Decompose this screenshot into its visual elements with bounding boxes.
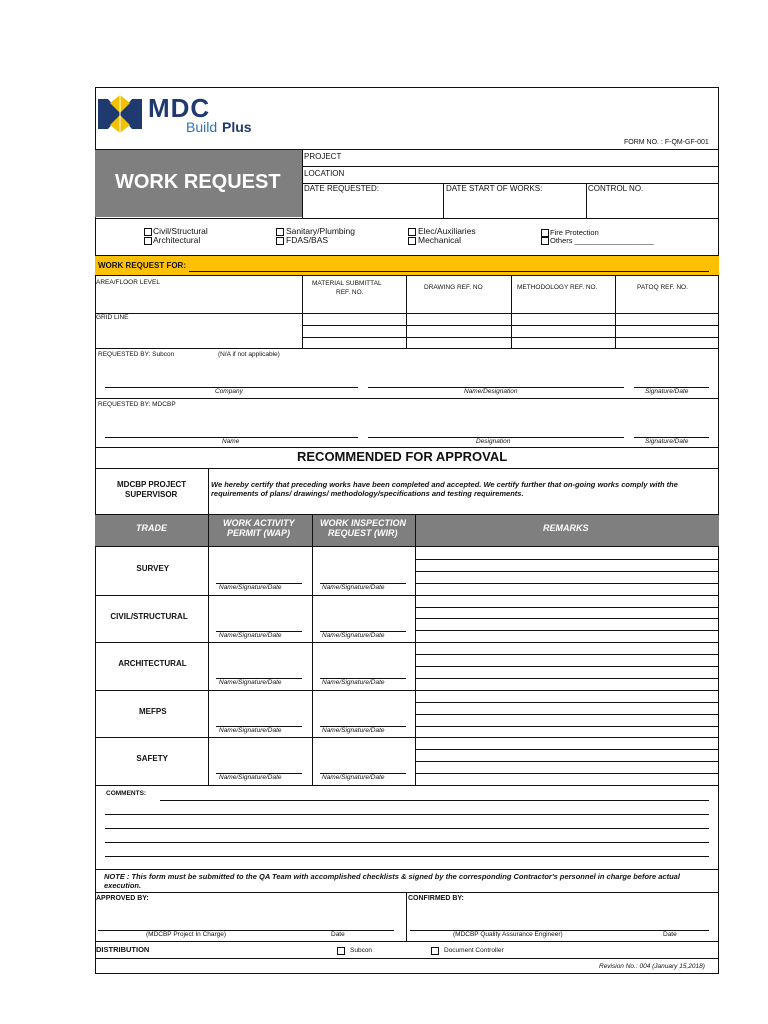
trade-header: TRADE: [136, 523, 167, 533]
dist-doc-controller-label: Document Controller: [444, 947, 504, 954]
row-border: [95, 737, 719, 738]
checkbox-sanitary[interactable]: [276, 228, 284, 236]
wir-signature-caption: Name/Signature/Date: [322, 774, 385, 782]
checkbox-elec[interactable]: [408, 228, 416, 236]
check-sanitary-label: Sanitary/Plumbing: [286, 226, 355, 236]
distribution-label: DISTRIBUTION: [96, 945, 150, 954]
location-label: LOCATION: [304, 169, 345, 178]
remarks-line[interactable]: [415, 749, 719, 750]
wir-signature-caption: Name/Signature/Date: [322, 679, 385, 687]
form-number: FORM NO. : F-QM-GF-001: [624, 139, 709, 146]
area-floor-label: AREA/FLOOR LEVEL: [96, 279, 160, 286]
ref-col-material-1: MATERIAL SUBMITTAL: [312, 280, 382, 287]
remarks-line[interactable]: [415, 618, 719, 619]
trade-name: CIVIL/STRUCTURAL: [110, 611, 188, 621]
work-request-for-bar: [95, 255, 719, 276]
ref-col-material-2: REF. NO.: [336, 289, 364, 296]
row-border: [95, 595, 719, 596]
project-label: PROJECT: [304, 152, 342, 161]
mdcbp-signature-caption: Signature/Date: [645, 438, 689, 445]
mdcbp-designation-caption: Designation: [476, 438, 511, 445]
certify-text-2: requirements of plans/ drawings/ methodology/specifications and testing requirements.: [211, 489, 524, 498]
dist-subcon-label: Subcon: [350, 947, 373, 954]
requested-subcon-note: (N/A if not applicable): [218, 351, 280, 358]
trade-table-header: [95, 514, 719, 547]
work-request-for-label: WORK REQUEST FOR:: [98, 261, 186, 270]
wap-signature-caption: Name/Signature/Date: [219, 726, 282, 734]
approved-role: (MDCBP Project In Charge): [146, 931, 227, 938]
remarks-line[interactable]: [415, 630, 719, 631]
checkbox-others[interactable]: [541, 237, 549, 245]
remarks-line[interactable]: [415, 773, 719, 774]
date-start-label: DATE START OF WORKS:: [446, 184, 543, 193]
wap-header-1: WORK ACTIVITY: [223, 518, 295, 528]
remarks-line[interactable]: [415, 571, 719, 572]
note-text-1: NOTE : This form must be submitted to the QA Team with accomplished checklists & signed by the corresponding Contractor's personnel in charge before actual: [104, 872, 680, 881]
wir-header-2: REQUEST (WIR): [328, 528, 398, 538]
checkbox-architectural[interactable]: [144, 237, 152, 245]
check-architectural-label: Architectural: [153, 235, 201, 245]
wir-signature-caption: Name/Signature/Date: [322, 631, 385, 639]
wir-signature-caption: Name/Signature/Date: [322, 726, 385, 734]
subcon-name-caption: Name/Designation: [464, 388, 518, 395]
checkbox-fdas[interactable]: [276, 237, 284, 245]
checkbox-mechanical[interactable]: [408, 237, 416, 245]
grid-line-label: GRID LINE: [96, 314, 129, 321]
remarks-line[interactable]: [415, 607, 719, 608]
subcon-company-caption: Company: [215, 388, 243, 395]
supervisor-label-1: MDCBP PROJECT: [117, 480, 187, 489]
note-text-2: execution.: [104, 881, 142, 890]
logo-brand: MDC: [148, 93, 211, 123]
ref-col-patoq: PATOQ REF. NO.: [637, 284, 688, 291]
mdcbp-name-caption: Name: [222, 438, 240, 445]
row-border: [95, 642, 719, 643]
control-no-label: CONTROL NO.: [588, 184, 644, 193]
remarks-line[interactable]: [415, 761, 719, 762]
check-elec-label: Elec/Auxiliaries: [418, 226, 476, 236]
logo-sub-plus: Plus: [222, 119, 252, 135]
check-mechanical-label: Mechanical: [418, 235, 461, 245]
supervisor-label-2: SUPERVISOR: [125, 490, 178, 499]
confirmed-role: (MDCBP Quality Assurance Engineer): [453, 931, 563, 938]
check-civil-label: Civil/Structural: [153, 226, 208, 236]
ref-col-methodology: METHODOLOGY REF. NO.: [517, 284, 598, 291]
remarks-line[interactable]: [415, 666, 719, 667]
check-fire-label: Fire Protection: [550, 228, 599, 237]
remarks-line[interactable]: [415, 583, 719, 584]
date-requested-label: DATE REQUESTED:: [304, 184, 379, 193]
requested-subcon-label: REQUESTED BY: Subcon: [98, 351, 175, 358]
row-border: [95, 690, 719, 691]
wap-signature-caption: Name/Signature/Date: [219, 774, 282, 782]
requested-mdcbp-label: REQUESTED BY: MDCBP: [98, 401, 176, 408]
checkbox-dist-doc-controller[interactable]: [431, 947, 439, 955]
logo-emblem-icon: [98, 93, 142, 135]
confirmed-date: Date: [663, 931, 677, 938]
remarks-header: REMARKS: [543, 523, 589, 533]
ref-col-drawing: DRAWING REF. NO: [424, 284, 483, 291]
remarks-line[interactable]: [415, 702, 719, 703]
subcon-signature-caption: Signature/Date: [645, 388, 689, 395]
row-border: [95, 785, 719, 786]
approved-by-label: APPROVED BY:: [96, 895, 149, 902]
revision-text: Revision No.: 004 (January 15,2018): [599, 963, 705, 970]
approved-date: Date: [331, 931, 345, 938]
checkbox-dist-subcon[interactable]: [337, 947, 345, 955]
checkbox-fire-protection[interactable]: [541, 229, 549, 237]
wap-signature-caption: Name/Signature/Date: [219, 679, 282, 687]
trade-name: ARCHITECTURAL: [118, 659, 187, 669]
page-title: WORK REQUEST: [115, 171, 281, 193]
remarks-line[interactable]: [415, 559, 719, 560]
wir-header-1: WORK INSPECTION: [320, 518, 407, 528]
comments-label: COMMENTS:: [106, 790, 147, 797]
checkbox-civil[interactable]: [144, 228, 152, 236]
remarks-line[interactable]: [415, 726, 719, 727]
wap-signature-caption: Name/Signature/Date: [219, 631, 282, 639]
recommended-title: RECOMMENDED FOR APPROVAL: [297, 449, 508, 464]
confirmed-by-label: CONFIRMED BY:: [408, 895, 464, 902]
trade-name: SAFETY: [136, 754, 168, 764]
trade-name: SURVEY: [136, 564, 170, 573]
remarks-line[interactable]: [415, 654, 719, 655]
check-fdas-label: FDAS/BAS: [286, 235, 329, 245]
company-logo: [98, 93, 268, 137]
trade-name: MEFPS: [139, 706, 167, 716]
remarks-line[interactable]: [415, 714, 719, 715]
wap-signature-caption: Name/Signature/Date: [219, 584, 282, 591]
wir-signature-caption: Name/Signature/Date: [322, 584, 385, 591]
work-request-for-line[interactable]: [189, 271, 709, 272]
remarks-line[interactable]: [415, 678, 719, 679]
logo-sub-build: Build: [186, 119, 218, 135]
check-others-label: Others ___________________: [550, 236, 654, 245]
certify-text-1: We hereby certify that preceding works have been completed and accepted. We certify further that on-going works comply with the: [211, 480, 678, 489]
wap-header-2: PERMIT (WAP): [227, 528, 290, 538]
